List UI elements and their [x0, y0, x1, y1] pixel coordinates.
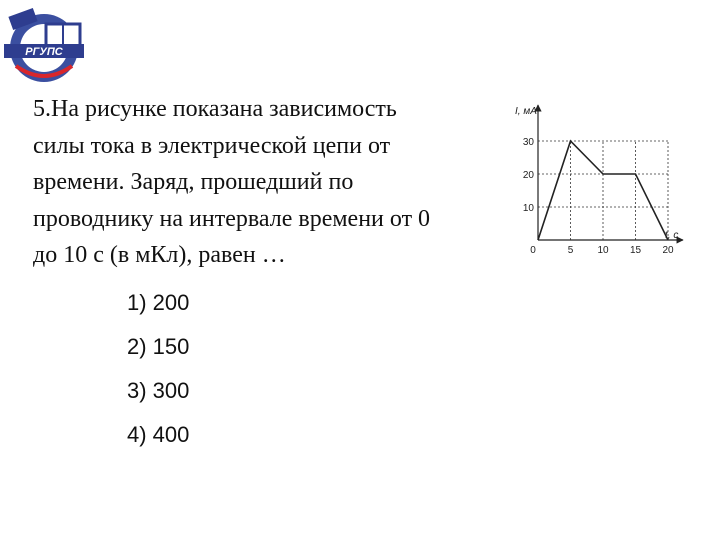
question-line: проводнику на интервале времени от 0: [33, 205, 431, 232]
y-tick-label: 20: [522, 170, 534, 181]
answer-option-3[interactable]: 3) 300: [127, 378, 190, 403]
question-line: времени. Заряд, прошедший по: [33, 169, 354, 195]
question-line: силы тока в электрической цепи от: [33, 132, 391, 159]
y-tick-label: 10: [522, 203, 534, 214]
question-line: 5.На рисунке показана зависимость: [33, 96, 397, 122]
answer-options: [127, 288, 189, 464]
answer-option-4[interactable]: 4) 400: [127, 422, 190, 447]
question-text: [33, 91, 503, 274]
logo-text: РГУПС: [25, 46, 63, 58]
answer-option-1[interactable]: 1) 200: [127, 290, 190, 315]
university-logo: [2, 4, 86, 88]
x-axis-label: t, c: [665, 230, 679, 241]
x-tick-label: 15: [629, 245, 642, 256]
question-line: до 10 с (в мКл), равен …: [33, 242, 286, 268]
y-axis-label: I, мА: [515, 106, 537, 117]
current-time-chart: [505, 100, 685, 270]
y-tick-label: 30: [522, 137, 534, 148]
answer-option-2[interactable]: 2) 150: [127, 334, 190, 359]
x-tick-label: 5: [567, 245, 574, 256]
x-tick-label: 20: [662, 245, 674, 256]
x-tick-label: 0: [530, 245, 536, 256]
x-tick-label: 10: [597, 245, 609, 256]
